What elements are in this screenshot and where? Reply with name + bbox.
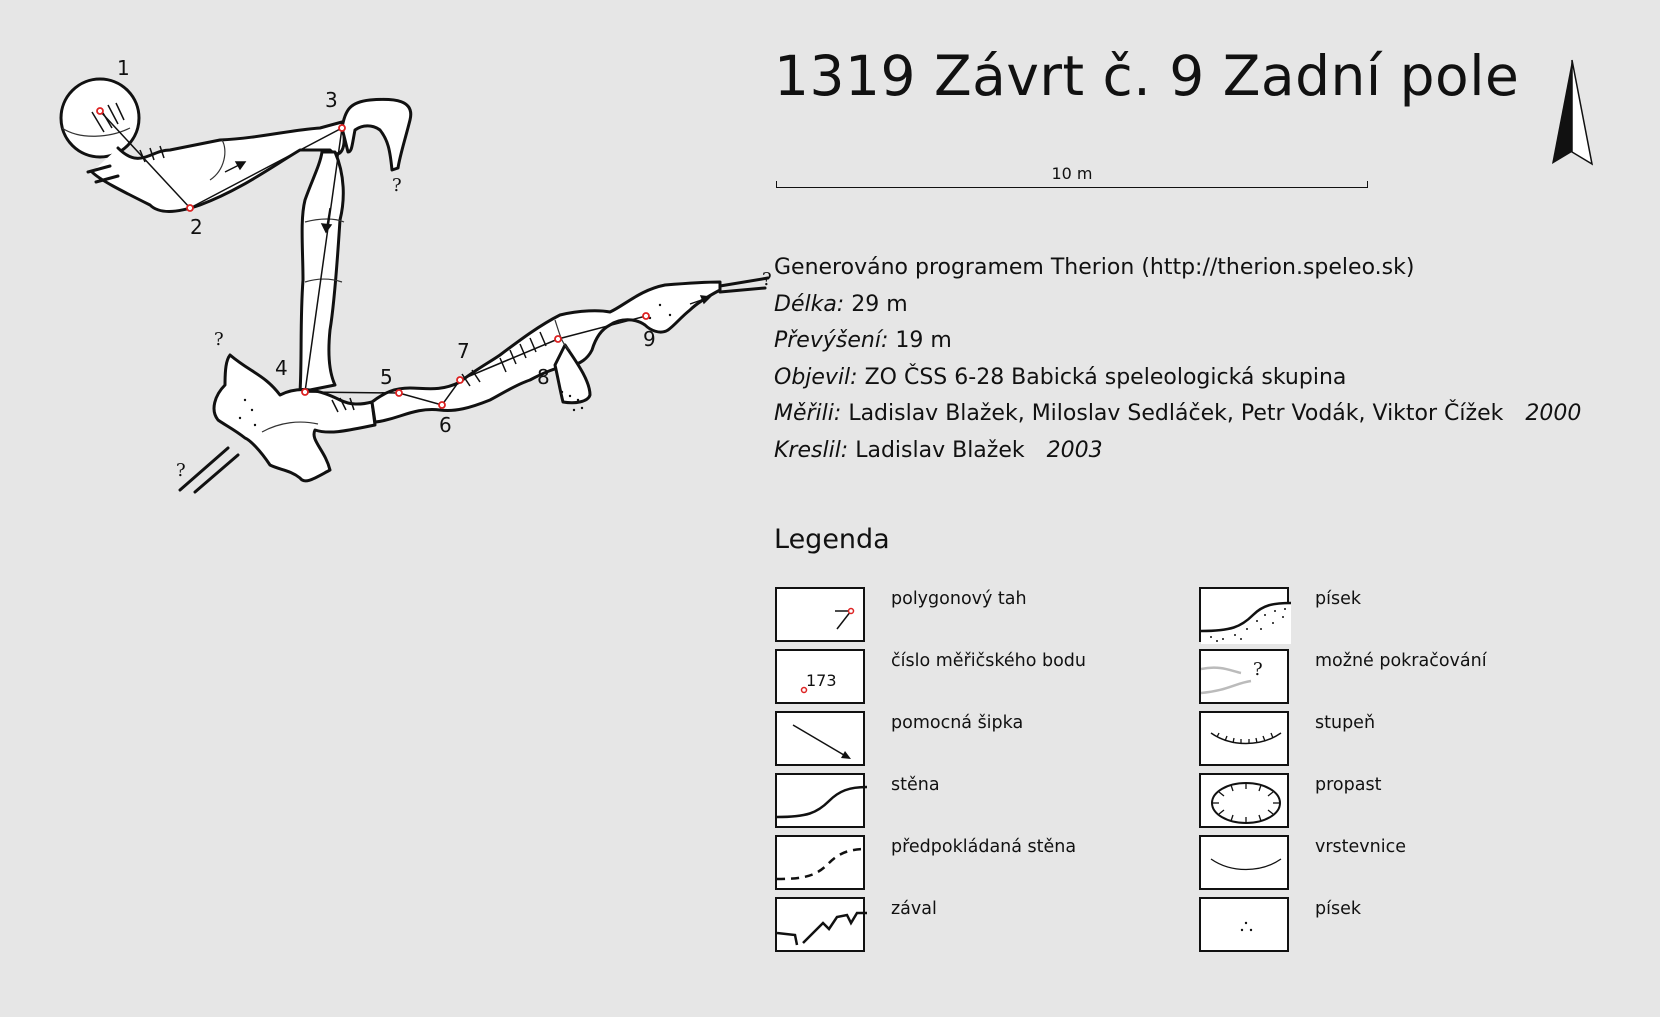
arrow-icon — [775, 711, 865, 766]
length-value: 29 m — [851, 291, 908, 317]
cave-map — [0, 0, 780, 500]
continuation-mark-3: ? — [176, 460, 186, 481]
continuation-mark-4: ? — [762, 269, 772, 290]
station-number-icon — [775, 649, 865, 704]
legend-item-presumed-wall — [775, 835, 1215, 895]
sand-icon — [1199, 897, 1289, 952]
chamber-4 — [214, 355, 375, 481]
legend-label: vrstevnice — [1315, 837, 1406, 857]
legend-label: stupeň — [1315, 713, 1376, 733]
legend-item-sand — [1199, 897, 1639, 957]
depth-value: 19 m — [895, 328, 952, 353]
surveyed-row — [774, 396, 1581, 433]
polygon-icon — [775, 587, 865, 642]
discovered-value: ZO ČSS 6-28 Babická speleologická skupina — [864, 364, 1347, 390]
station-number-sample: 173 — [806, 671, 837, 690]
surveyed-year: 2000 — [1525, 401, 1582, 426]
legend-title: Legenda — [774, 524, 890, 555]
contour-icon — [1199, 835, 1289, 890]
surveyed-label: Měřili: — [774, 401, 842, 426]
scale-line — [776, 181, 1368, 188]
station-8 — [555, 336, 561, 342]
station-label-4: 4 — [275, 356, 288, 380]
station-label-9: 9 — [643, 327, 656, 351]
legend-label: zával — [891, 899, 937, 919]
continuation-mark-1: ? — [392, 175, 402, 196]
legend-label: písek — [1315, 589, 1361, 609]
station-7 — [457, 377, 463, 383]
legend-item-continuation — [1199, 649, 1639, 709]
station-6 — [439, 402, 445, 408]
legend-label: předpokládaná stěna — [891, 837, 1077, 857]
presumed-wall-icon — [775, 835, 865, 890]
station-label-7: 7 — [457, 339, 470, 363]
length-row — [774, 287, 1581, 324]
generator-line: Generováno programem Therion (http://therion.speleo.sk) — [774, 255, 1415, 280]
passage-4-9 — [372, 282, 720, 422]
breakdown-icon — [775, 897, 865, 952]
station-2 — [187, 205, 193, 211]
station-9 — [643, 313, 649, 319]
depth-row — [774, 323, 1581, 360]
drawn-row — [774, 433, 1581, 470]
legend-item-wall — [775, 773, 1215, 833]
legend-label: polygonový tah — [891, 589, 1027, 609]
station-label-1: 1 — [117, 56, 130, 80]
north-arrow-icon — [1548, 56, 1596, 168]
scale-bar — [776, 166, 1368, 188]
legend-label: propast — [1315, 775, 1382, 795]
station-3 — [339, 125, 345, 131]
station-label-3: 3 — [325, 88, 338, 112]
step-icon — [1199, 711, 1289, 766]
station-label-6: 6 — [439, 413, 452, 437]
depth-label: Převýšení: — [774, 328, 889, 353]
legend-label: možné pokračování — [1315, 651, 1487, 671]
map-title: 1319 Závrt č. 9 Zadní pole — [774, 44, 1520, 108]
length-label: Délka: — [774, 291, 845, 317]
legend-item-station-number — [775, 649, 1215, 709]
station-5 — [396, 390, 402, 396]
legend-label: stěna — [891, 775, 940, 795]
legend-item-polygon — [775, 587, 1215, 647]
legend-label: písek — [1315, 899, 1361, 919]
legend-item-contour — [1199, 835, 1639, 895]
drawn-year: 2003 — [1046, 437, 1103, 463]
pit-icon — [1199, 773, 1289, 828]
station-label-5: 5 — [380, 365, 393, 389]
legend-item-arrow — [775, 711, 1215, 771]
drawn-value: Ladislav Blažek — [855, 437, 1025, 463]
continuation-mark-2: ? — [214, 329, 224, 350]
surveyed-value: Ladislav Blažek, Miloslav Sedláček, Petr Vodák, Viktor Čížek — [848, 401, 1504, 426]
drawn-label: Kreslil: — [774, 437, 849, 463]
scale-label: 10 m — [1051, 164, 1093, 183]
legend-label: pomocná šipka — [891, 713, 1024, 733]
legend-label: číslo měřičského bodu — [891, 651, 1086, 671]
station-label-8: 8 — [537, 365, 550, 389]
legend-item-breakdown — [775, 897, 1215, 957]
station-label-2: 2 — [190, 215, 203, 239]
legend-item-step — [1199, 711, 1639, 771]
chimney-3 — [342, 99, 411, 170]
continuation-icon — [1199, 649, 1289, 704]
wall-icon — [775, 773, 865, 828]
info-block — [774, 250, 1581, 469]
discovered-label: Objevil: — [774, 364, 858, 390]
station-4 — [302, 389, 308, 395]
discovered-row — [774, 360, 1581, 397]
station-1 — [97, 108, 103, 114]
entrance-doline — [61, 79, 139, 157]
legend-item-sand-border — [1199, 587, 1639, 647]
legend-item-pit — [1199, 773, 1639, 833]
sand-border-icon — [1199, 587, 1289, 642]
continuation-sample: ? — [1253, 659, 1263, 680]
